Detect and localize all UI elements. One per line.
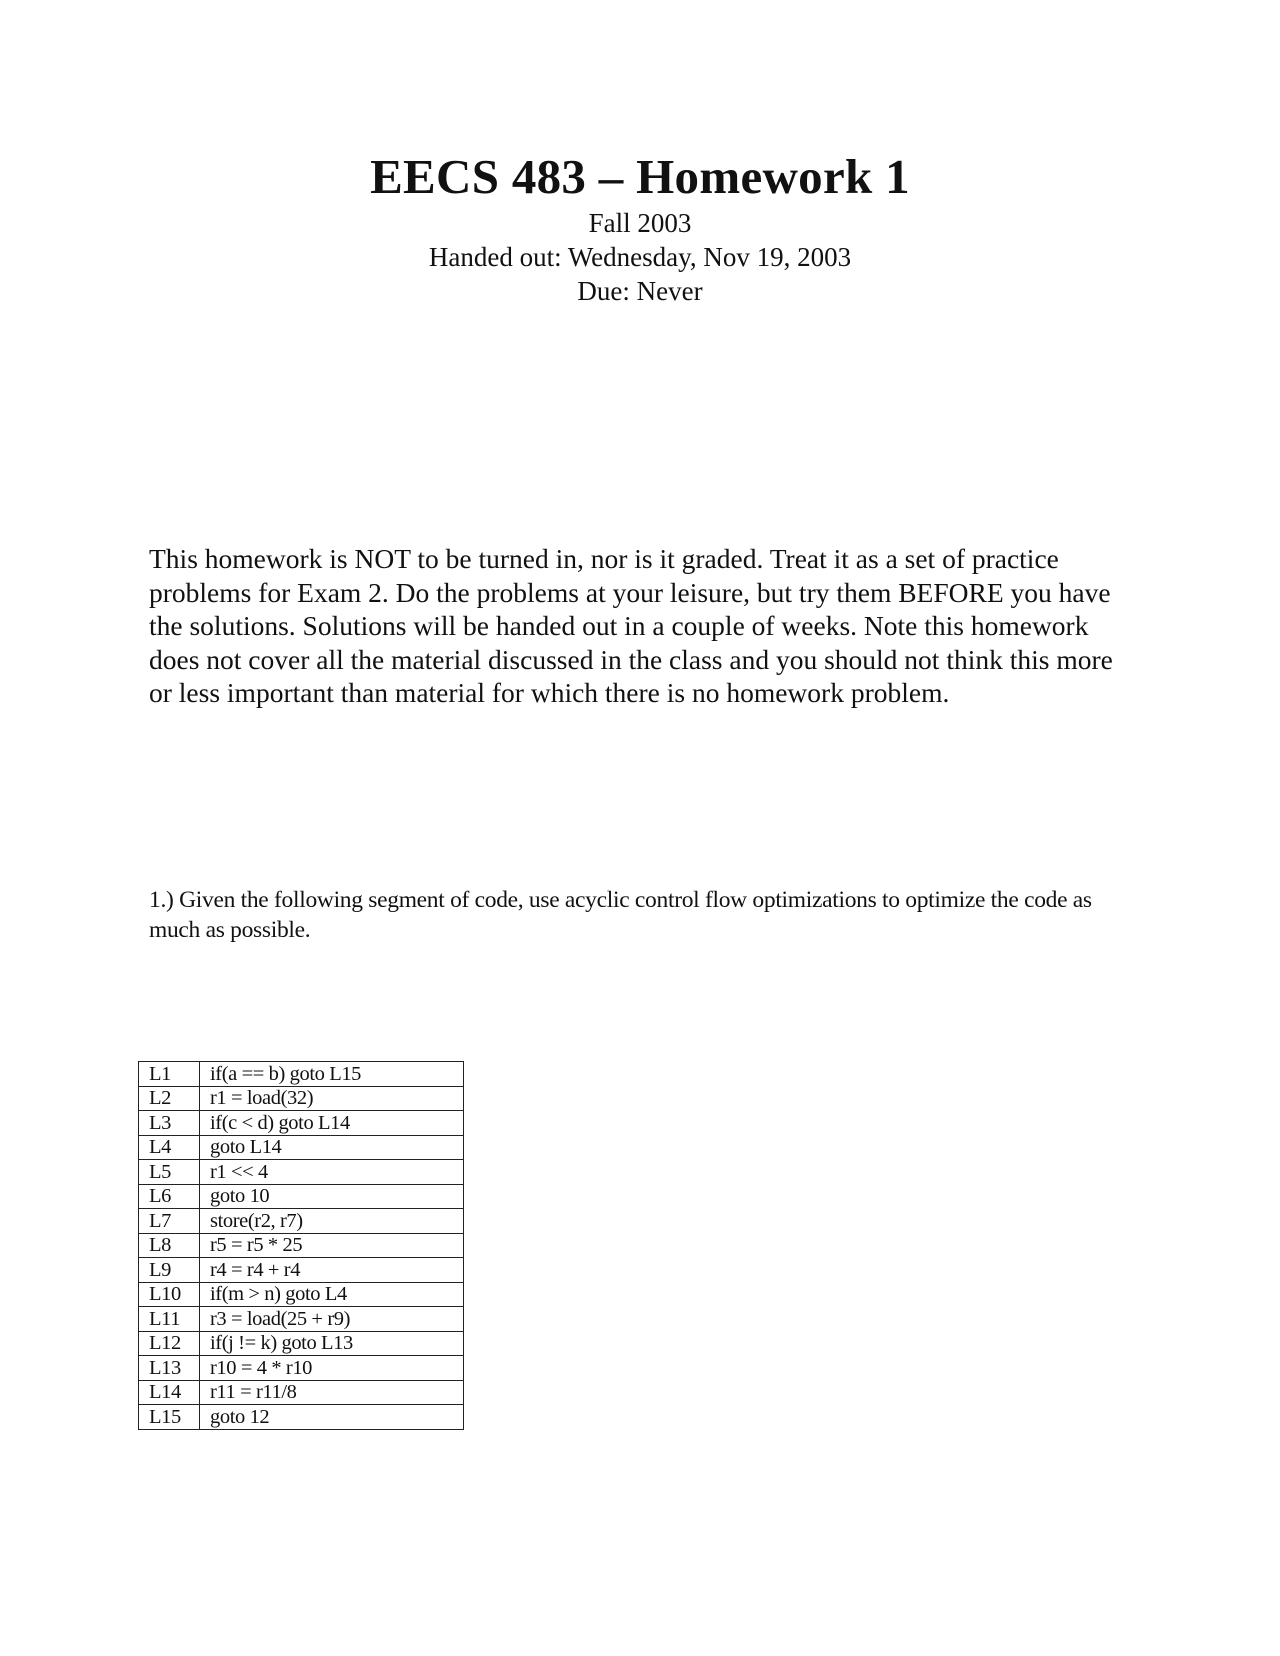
line-label: L11 [139,1307,200,1332]
line-code: r5 = r5 * 25 [200,1233,464,1258]
line-label: L10 [139,1282,200,1307]
line-label: L3 [139,1111,200,1136]
table-row [139,1062,464,1087]
line-code: if(c < d) goto L14 [200,1111,464,1136]
line-code: goto L14 [200,1135,464,1160]
line-label: L7 [139,1209,200,1234]
line-code: r1 << 4 [200,1160,464,1185]
line-code: if(m > n) goto L4 [200,1282,464,1307]
document-title: EECS 483 – Homework 1 [370,149,910,204]
line-label: L8 [139,1233,200,1258]
line-label: L14 [139,1380,200,1405]
table-row [139,1209,464,1234]
table-row [139,1160,464,1185]
table-row [139,1405,464,1430]
document-header [0,148,1280,308]
line-code: r3 = load(25 + r9) [200,1307,464,1332]
table-row [139,1331,464,1356]
line-label: L15 [139,1405,200,1430]
line-label: L1 [139,1062,200,1087]
line-code: store(r2, r7) [200,1209,464,1234]
line-code: if(a == b) goto L15 [200,1062,464,1087]
handed-out-line: Handed out: Wednesday, Nov 19, 2003 [428,242,852,272]
problem-1-statement: 1.) Given the following segment of code, use acyclic control flow optimizations to optimize the code as much as possible. [149,887,1092,943]
line-code: if(j != k) goto L13 [200,1331,464,1356]
line-label: L12 [139,1331,200,1356]
table-row [139,1356,464,1381]
line-code: goto 12 [200,1405,464,1430]
table-row [139,1233,464,1258]
line-label: L4 [139,1135,200,1160]
table-row [139,1184,464,1209]
term-line: Fall 2003 [588,208,692,238]
line-code: r10 = 4 * r10 [200,1356,464,1381]
line-label: L9 [139,1258,200,1283]
table-row [139,1111,464,1136]
line-code: r11 = r11/8 [200,1380,464,1405]
line-code: r4 = r4 + r4 [200,1258,464,1283]
table-row [139,1380,464,1405]
line-label: L6 [139,1184,200,1209]
line-label: L2 [139,1086,200,1111]
code-segment-table [138,1061,464,1430]
due-line: Due: Never [577,276,703,306]
line-label: L13 [139,1356,200,1381]
line-label: L5 [139,1160,200,1185]
table-row [139,1307,464,1332]
line-code: goto 10 [200,1184,464,1209]
intro-paragraph: This homework is NOT to be turned in, nor is it graded. Treat it as a set of practice problems for Exam 2. Do the problems at your leisure, but try them BEFORE you have the solutions. Solutions will be handed out in a couple of weeks. Note this homework does not cover all the material discussed in the class and you should not think this more or less important than material for which there is no homework problem. [149,543,1113,708]
table-row [139,1282,464,1307]
table-row [139,1135,464,1160]
line-code: r1 = load(32) [200,1086,464,1111]
table-row [139,1086,464,1111]
table-row [139,1258,464,1283]
